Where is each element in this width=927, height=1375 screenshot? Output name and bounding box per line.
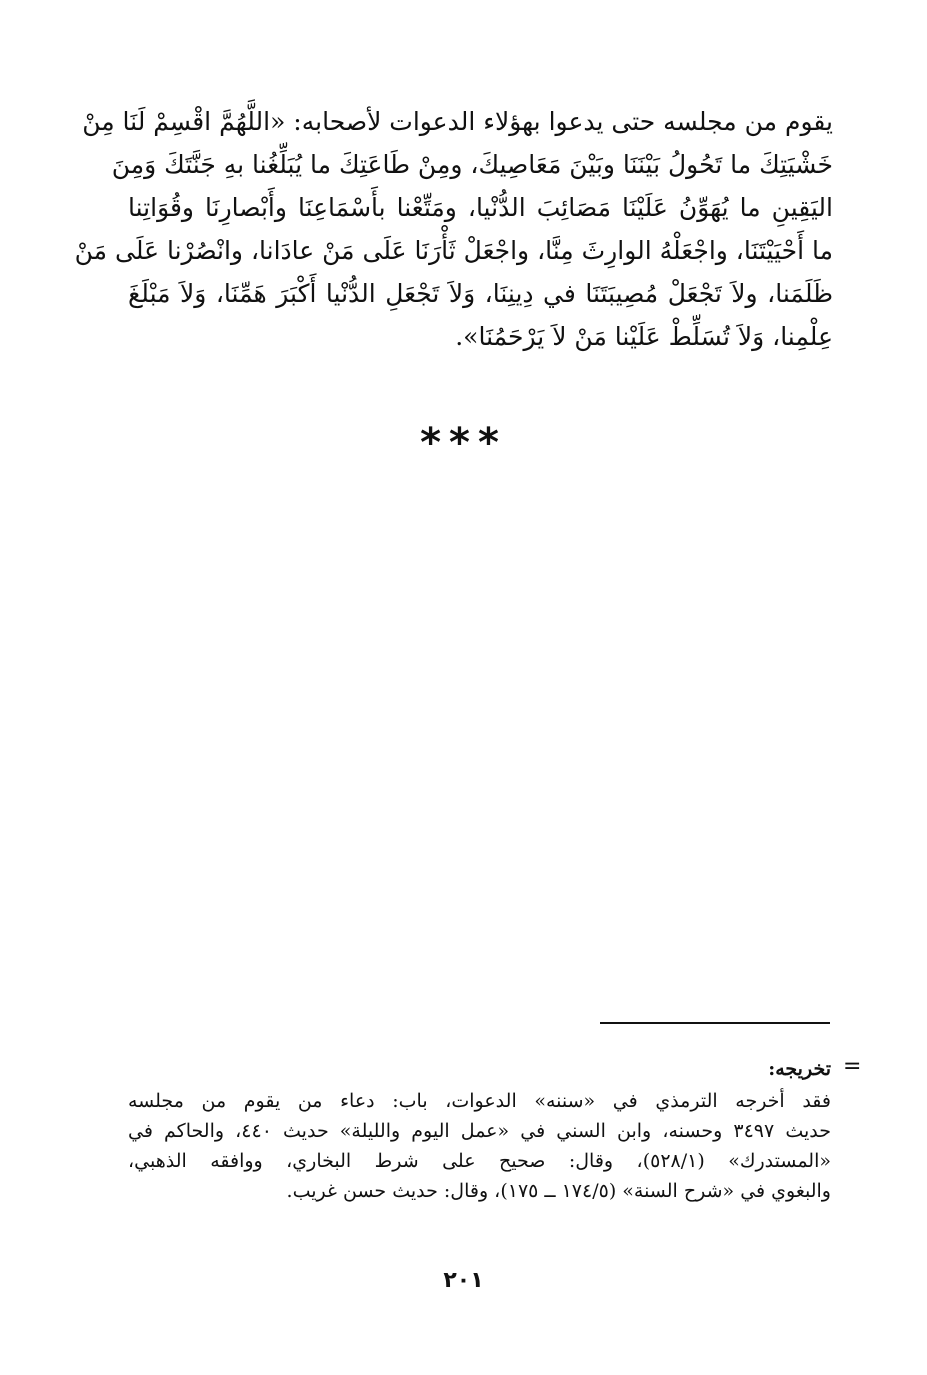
footnote-line: فقد أخرجه الترمذي في «سننه» الدعوات، باب: دعاء من يقوم من مجلسه — [128, 1090, 831, 1112]
paragraph-line: ظَلَمَنا، ولاَ تَجْعَلْ مُصِيبَتَنَا في دِينِنَا، وَلاَ تَجْعَلِ الدُّنْيا أَكْبَرَ هَمِّنَا، وَلاَ مَبْلَغَ — [128, 279, 833, 308]
main-paragraph — [74, 100, 833, 358]
footnote-line: «المستدرك» (٥٢٨/١)، وقال: صحيح على شرط البخاري، ووافقه الذهبي، — [128, 1150, 832, 1172]
footnote-continuation-mark: = — [843, 1054, 862, 1079]
footnote — [128, 1052, 831, 1206]
footnote-line: حديث ٣٤٩٧ وحسنه، وابن السني في «عمل اليوم والليلة» حديث ٤٤٠، والحاكم في — [128, 1120, 831, 1142]
footnote-divider — [600, 1022, 830, 1024]
page-number: ٢٠١ — [443, 1268, 484, 1293]
paragraph-line: اليَقِينِ ما يُهَوِّنُ عَلَيْنَا مَصَائِبَ الدُّنْيا، ومَتِّعْنا بأَسْمَاعِنَا وأَبْصارِنَا وقُوَاتِنا — [128, 193, 833, 222]
footnote-heading: تخريجه: — [768, 1058, 831, 1080]
paragraph-line: عِلْمِنا، وَلاَ تُسَلِّطْ عَلَيْنا مَنْ لاَ يَرْحَمُنَا». — [455, 322, 833, 351]
paragraph-line: يقوم من مجلسه حتى يدعوا بهؤلاء الدعوات لأصحابه: «اللَّهُمَّ اقْسِمْ لَنَا مِنْ — [82, 107, 833, 136]
footnote-line: والبغوي في «شرح السنة» (١٧٤/٥ ــ ١٧٥)، وقال: حديث حسن غريب. — [286, 1180, 831, 1202]
paragraph-line: ما أَحْيَيْتَنَا، واجْعَلْهُ الوارِثَ مِنَّا، واجْعَلْ ثَأْرَنَا عَلَى مَنْ عادَانا، وانْصُرْنا عَلَى مَنْ — [74, 236, 833, 265]
section-separator: *** — [420, 420, 507, 466]
paragraph-line: خَشْيَتِكَ ما تَحُولُ بَيْنَنَا وبَيْنَ مَعَاصِيكَ، ومِنْ طَاعَتِكَ ما يُبَلِّغُنا بهِ جَنَّتَكَ وَمِنَ — [111, 150, 833, 179]
